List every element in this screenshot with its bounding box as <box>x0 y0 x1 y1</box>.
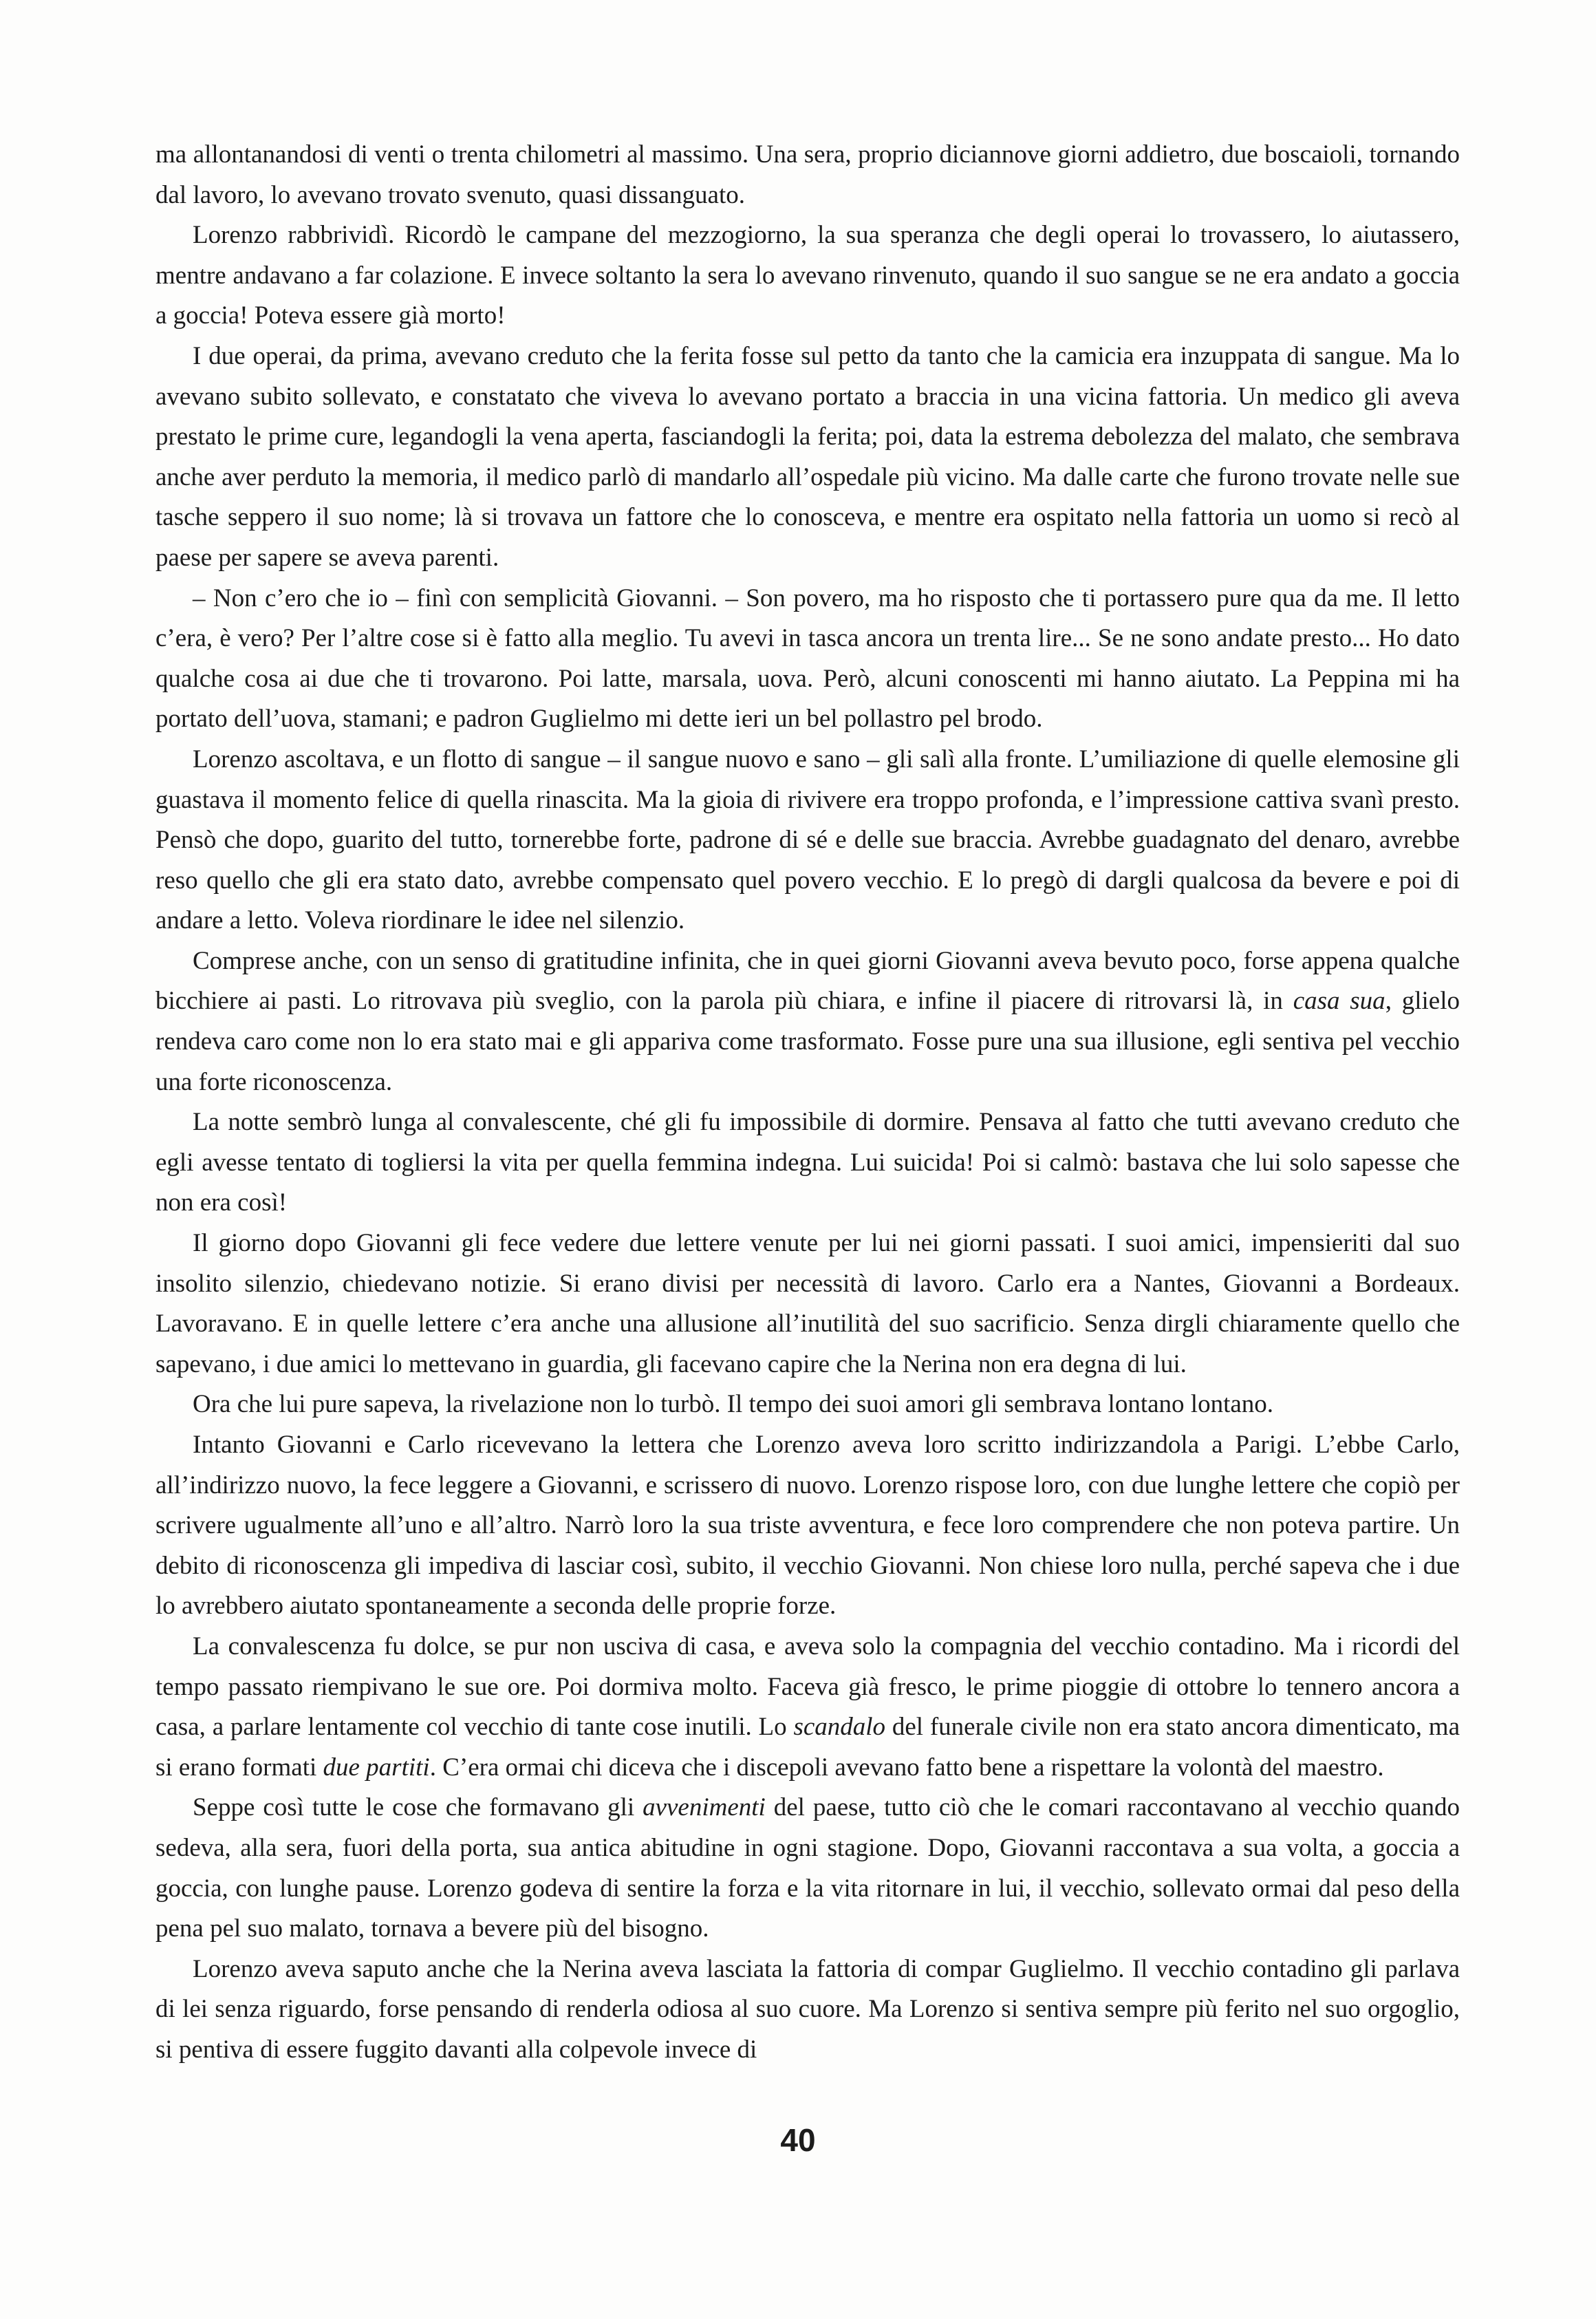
text-run: Lorenzo aveva saputo anche che la Nerina aveva lasciata la fattoria di compar Guglielmo. Il vecchio contadino gli parlava di lei senza riguardo, forse pensando di renderla odiosa al suo cuore. Ma Lorenzo si sentiva sempre più ferito nel suo orgoglio, si pentiva di essere fuggito davanti alla colpevole invece di <box>155 1954 1460 2064</box>
text-run: , glielo rendeva caro come non lo era stato mai e gli appariva come trasformato. Fosse pure una sua illusione, egli sentiva pel vecchio una forte riconoscenza. <box>155 987 1460 1096</box>
paragraph <box>155 1385 1460 1425</box>
text-run: Comprese anche, con un senso di gratitudine infinita, che in quei giorni Giovanni aveva bevuto poco, forse appena qualche bicchiere ai pasti. Lo ritrovava più sveglio, con la parola più chiara, e infine il piacere di ritrovarsi là, in <box>155 946 1460 1016</box>
text-run: del funerale civile non era stato ancora dimenticato, ma si erano formati <box>155 1713 1460 1782</box>
paragraph <box>155 1788 1460 1949</box>
text-run: del paese, tutto ciò che le comari raccontavano al vecchio quando sedeva, alla sera, fuori della porta, sua antica abitudine in ogni stagione. Dopo, Giovanni raccontava a sua volta, a goccia a goccia, con lunghe pause. Lorenzo godeva di sentire la forza e la vita ritornare in lui, il vecchio, sollevato ormai dal peso della pena pel suo malato, tornava a bevere più del bisogno. <box>155 1793 1460 1943</box>
italic-phrase: casa sua <box>1293 987 1385 1016</box>
text-run: Il giorno dopo Giovanni gli fece vedere due lettere venute per lui nei giorni passati. I suoi amici, impensieriti dal suo insolito silenzio, chiedevano notizie. Si erano divisi per necessità di lavoro. Carlo era a Nantes, Giovanni a Bordeaux. Lavoravano. E in quelle lettere c’era anche una allusione all’inutilità del suo sacrificio. Senza dirgli chiaramente quello che sapevano, i due amici lo mettevano in guardia, gli facevano capire che la Nerina non era degna di lui. <box>155 1229 1460 1378</box>
paragraph <box>155 135 1460 215</box>
paragraph <box>155 215 1460 336</box>
text-run: Intanto Giovanni e Carlo ricevevano la lettera che Lorenzo aveva loro scritto indirizzandola a Parigi. L’ebbe Carlo, all’indirizzo nuovo, la fece leggere a Giovanni, e scrissero di nuovo. Lorenzo rispose loro, con due lunghe lettere che copiò per scrivere ugualmente all’uno e all’altro. Narrò loro la sua triste avventura, e fece loro comprendere che non poteva partire. Un debito di riconoscenza gli impediva di lasciar così, subito, il vecchio Giovanni. Non chiese loro nulla, perché sapeva che i due lo avrebbero aiutato spontaneamente a seconda delle proprie forze. <box>155 1431 1460 1621</box>
paragraph <box>155 579 1460 740</box>
page-number: 40 <box>780 2122 816 2158</box>
italic-phrase: due partiti <box>323 1753 430 1782</box>
text-run: I due operai, da prima, avevano creduto che la ferita fosse sul petto da tanto che la camicia era inzuppata di sangue. Ma lo avevano subito sollevato, e constatato che viveva lo avevano portato a braccia in una vicina fattoria. Un medico gli aveva prestato le prime cure, legandogli la vena aperta, fasciandogli la ferita; poi, data la estrema debolezza del malato, che sembrava anche aver perduto la memoria, il medico parlò di mandarlo all’ospedale più vicino. Ma dalle carte che furono trovate nelle sue tasche seppero il suo nome; là si trovava un fattore che lo conosceva, e mentre era ospitato nella fattoria un uomo si recò al paese per sapere se aveva parenti. <box>155 341 1460 572</box>
paragraph <box>155 336 1460 579</box>
paragraph <box>155 1425 1460 1627</box>
text-run: Ora che lui pure sapeva, la rivelazione non lo turbò. Il tempo dei suoi amori gli sembrava lontano lontano. <box>193 1390 1274 1419</box>
text-run: Lorenzo rabbrividì. Ricordò le campane del mezzogiorno, la sua speranza che degli operai lo trovassero, lo aiutassero, mentre andavano a far colazione. E invece soltanto la sera lo avevano rinvenuto, quando il suo sangue se ne era andato a goccia a goccia! Poteva essere già morto! <box>155 221 1460 330</box>
text-run: ma allontanandosi di venti o trenta chilometri al massimo. Una sera, proprio diciannove giorni addietro, due boscaioli, tornando dal lavoro, lo avevano trovato svenuto, quasi dissanguato. <box>155 140 1460 209</box>
text-run: Lorenzo ascoltava, e un flotto di sangue – il sangue nuovo e sano – gli salì alla fronte. L’umiliazione di quelle elemosine gli guastava il momento felice di quella rinascita. Ma la gioia di rivivere era troppo profonda, e l’impressione cattiva svanì presto. Pensò che dopo, guarito del tutto, tornerebbe forte, padrone di sé e delle sue braccia. Avrebbe guadagnato del denaro, avrebbe reso quello che gli era stato dato, avrebbe compensato quel povero vecchio. E lo pregò di dargli qualcosa da bevere e poi di andare a letto. Voleva riordinare le idee nel silenzio. <box>155 745 1460 935</box>
paragraph <box>155 941 1460 1102</box>
paragraph <box>155 740 1460 941</box>
paragraph <box>155 1223 1460 1385</box>
text-run: . C’era ormai chi diceva che i discepoli avevano fatto bene a rispettare la volontà del maestro. <box>429 1753 1384 1782</box>
paragraph <box>155 1102 1460 1223</box>
text-run: La convalescenza fu dolce, se pur non usciva di casa, e aveva solo la compagnia del vecchio contadino. Ma i ricordi del tempo passato riempivano le sue ore. Poi dormiva molto. Faceva già fresco, le prime pioggie di ottobre lo tennero ancora a casa, a parlare lentamente col vecchio di tante cose inutili. Lo <box>155 1632 1460 1742</box>
text-run: La notte sembrò lunga al convalescente, ché gli fu impossibile di dormire. Pensava al fatto che tutti avevano creduto che egli avesse tentato di togliersi la vita per quella femmina indegna. Lui suicida! Poi si calmò: bastava che lui solo sapesse che non era così! <box>155 1108 1460 1217</box>
text-run: – Non c’ero che io – finì con semplicità Giovanni. – Son povero, ma ho risposto che ti portassero pure qua da me. Il letto c’era, è vero? Per l’altre cose si è fatto alla meglio. Tu avevi in tasca ancora un trenta lire... Se ne sono andate presto... Ho dato qualche cosa ai due che ti trovarono. Poi latte, marsala, uova. Però, alcuni conoscenti mi hanno aiutato. La Peppina mi ha portato dell’uova, stamani; e padron Guglielmo mi dette ieri un bel pollastro pel brodo. <box>155 584 1460 734</box>
paragraph <box>155 1949 1460 2071</box>
body-text <box>155 135 1460 2071</box>
italic-phrase: scandalo <box>793 1713 886 1742</box>
paragraph <box>155 1627 1460 1788</box>
italic-phrase: avvenimenti <box>643 1793 766 1822</box>
text-run: Seppe così tutte le cose che formavano gli <box>193 1793 643 1822</box>
